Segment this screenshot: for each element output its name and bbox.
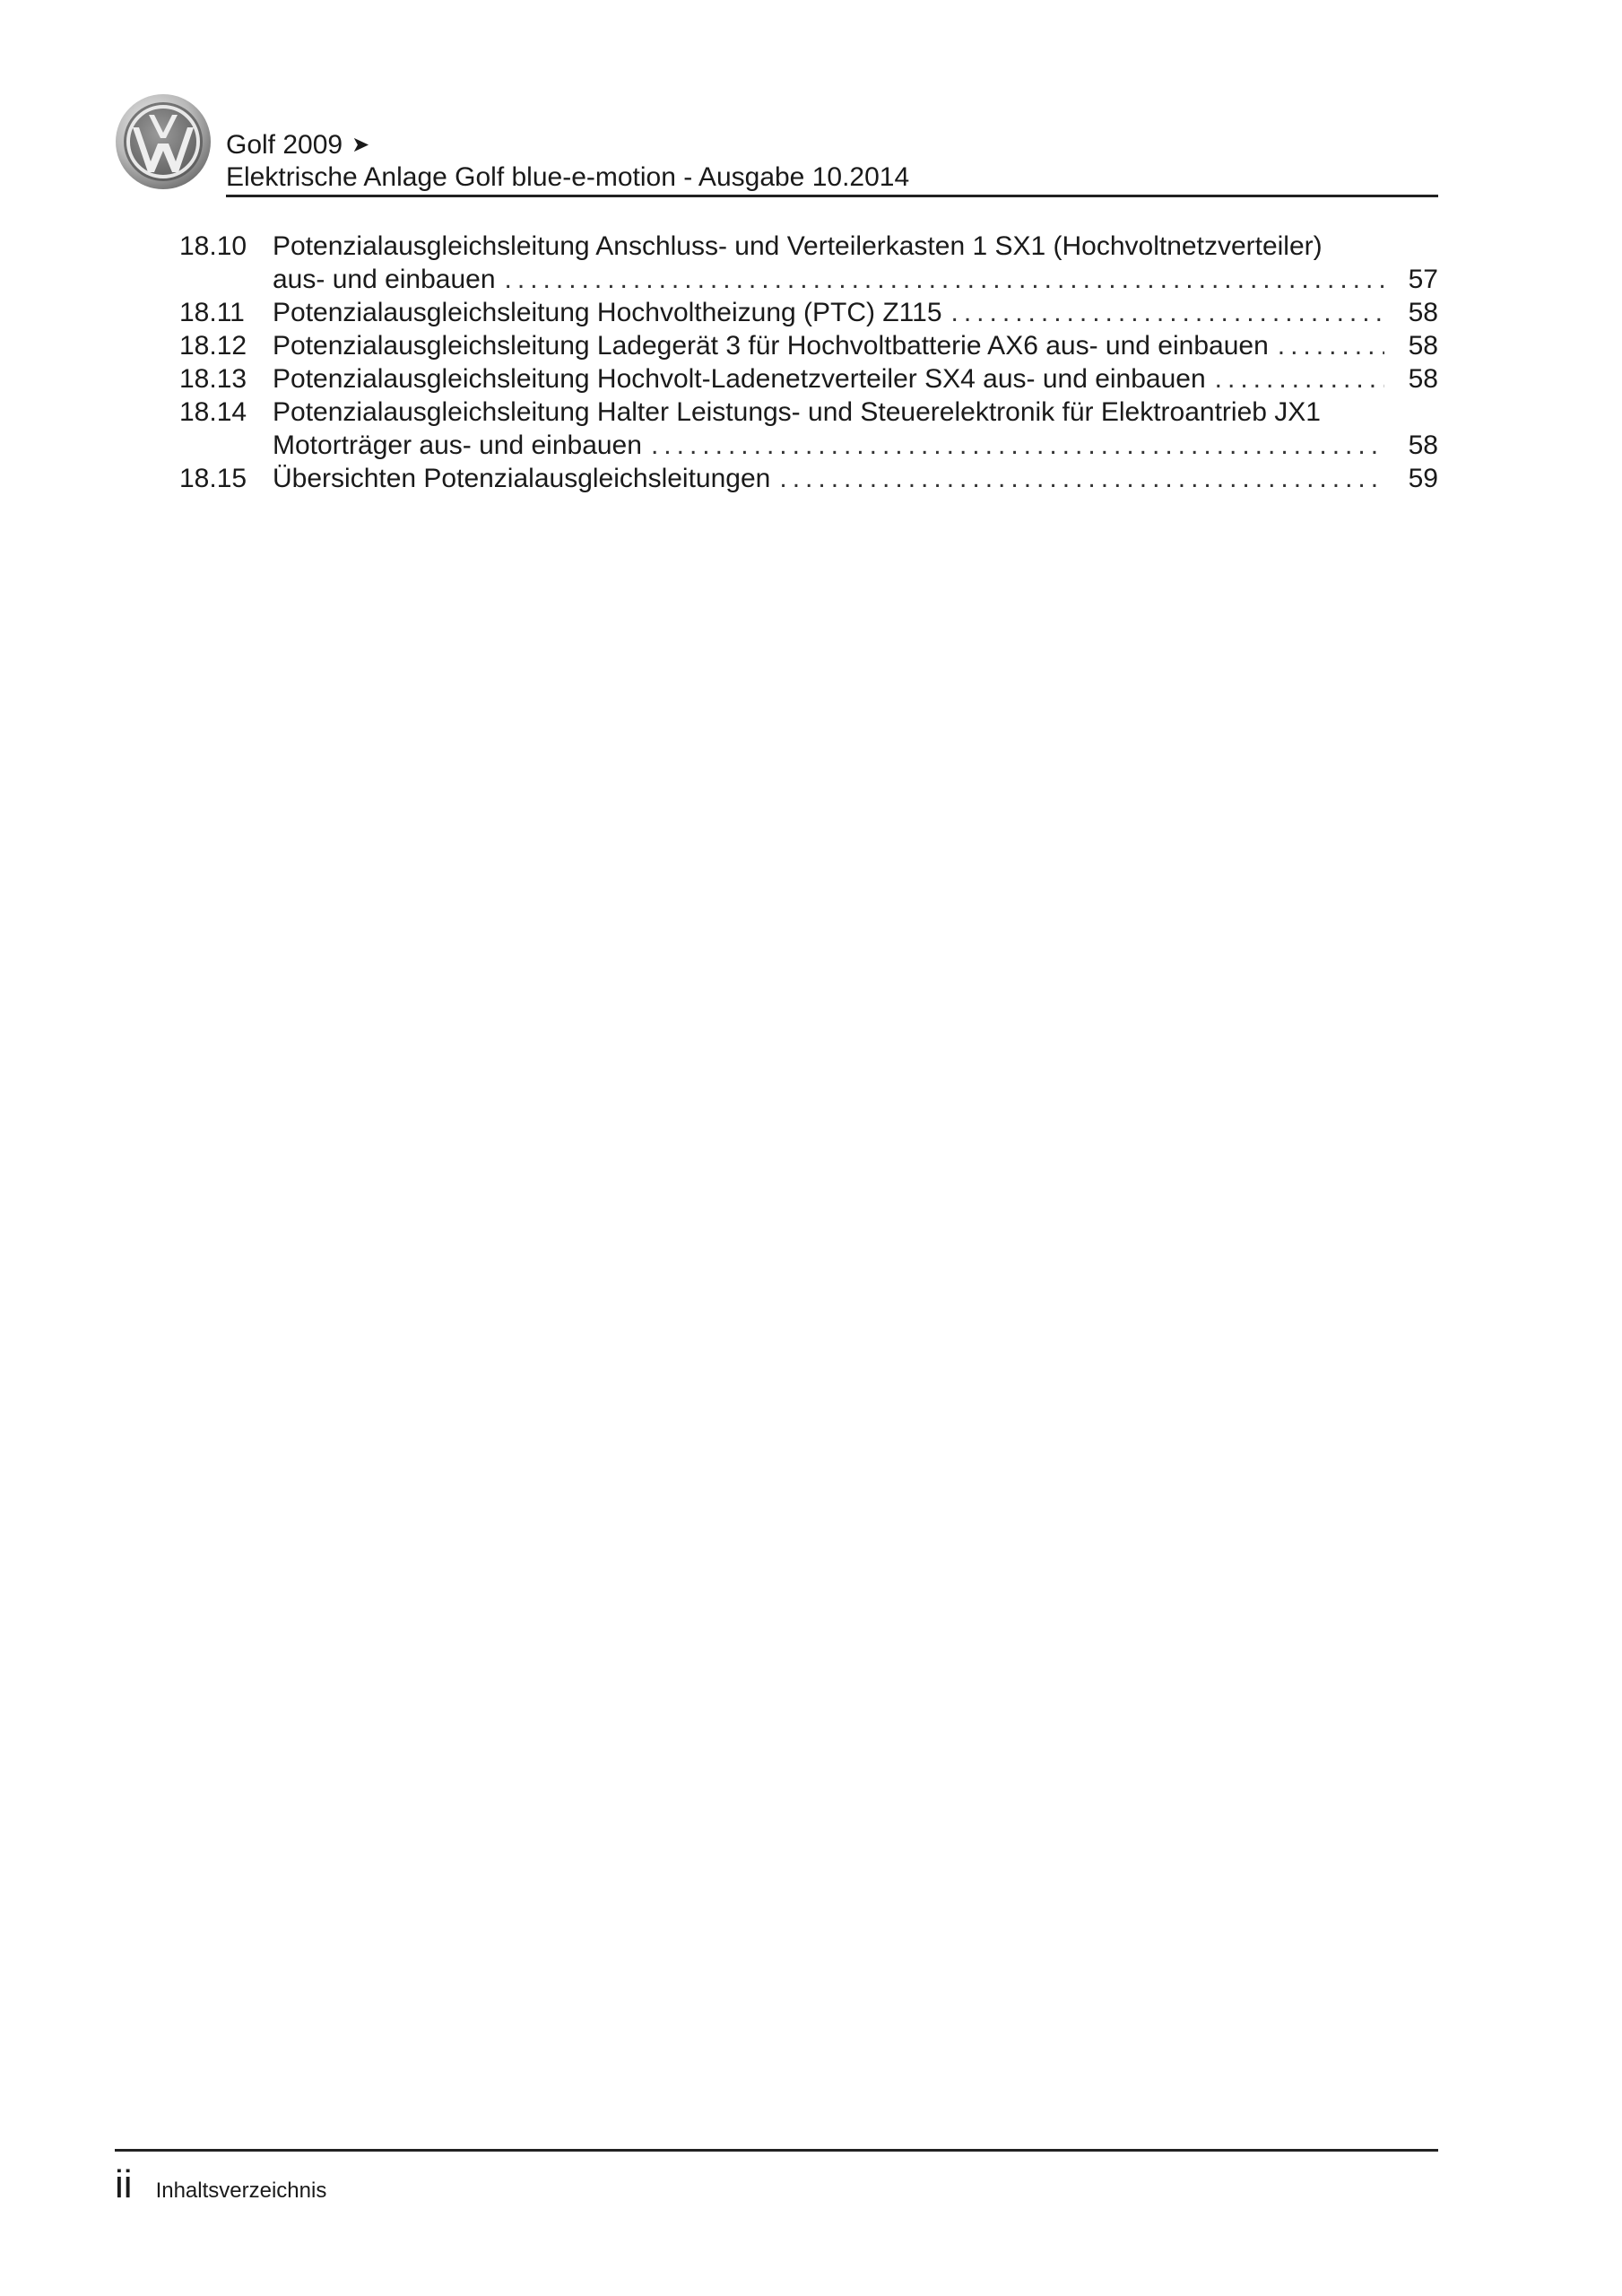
- vw-logo-icon: [115, 93, 212, 190]
- toc-entry-page: 58: [1408, 430, 1438, 460]
- toc-entry-number: 18.13: [179, 364, 247, 394]
- toc-entry-body: [273, 396, 1438, 462]
- toc-entry-number: 18.10: [179, 231, 247, 261]
- toc-entry-title: Potenzialausgleichsleitung Halter Leistungs- und Steuerelektronik für Elektroantrieb JX1: [273, 397, 1321, 427]
- page-header: [115, 93, 1438, 197]
- toc-entry-title: Übersichten Potenzialausgleichsleitungen: [273, 464, 771, 493]
- toc-entry-line: [273, 396, 1438, 429]
- toc-entry[interactable]: [179, 362, 1438, 396]
- toc-entry-line: [273, 462, 1438, 495]
- toc-entry-title: Potenzialausgleichsleitung Hochvolt-Ladenetzverteiler SX4 aus- und einbauen: [273, 364, 1206, 394]
- toc-entry[interactable]: [179, 396, 1438, 462]
- toc-entry-body: [273, 362, 1438, 396]
- toc-dot-leader: [779, 462, 1384, 495]
- toc-entry-line: [273, 429, 1438, 462]
- toc-entry-title: Motorträger aus- und einbauen: [273, 430, 642, 460]
- toc-entry[interactable]: [179, 462, 1438, 495]
- toc-entry-line: [273, 263, 1438, 296]
- toc-entry-title: aus- und einbauen: [273, 265, 496, 294]
- toc-entry-number: 18.11: [179, 298, 245, 327]
- toc-entry-number: 18.12: [179, 331, 247, 361]
- toc-entry-page: 59: [1408, 464, 1438, 493]
- toc-dot-leader: [505, 263, 1384, 296]
- toc-entry-body: [273, 296, 1438, 329]
- toc-dot-leader: [651, 429, 1384, 462]
- toc-entry-page: 58: [1408, 364, 1438, 394]
- toc-entry-line: [273, 296, 1438, 329]
- toc-entry-line: [273, 230, 1438, 263]
- toc-entry[interactable]: [179, 329, 1438, 362]
- footer-divider: [115, 2149, 1438, 2152]
- toc-dot-leader: [951, 296, 1384, 329]
- toc-dot-leader: [1215, 362, 1384, 396]
- toc-dot-leader: [1278, 329, 1384, 362]
- toc-entry-page: 58: [1408, 331, 1438, 361]
- toc-entry-number: 18.14: [179, 397, 247, 427]
- page-number: ii: [115, 2162, 133, 2206]
- header-subtitle: Elektrische Anlage Golf blue-e-motion - Ausgabe 10.2014: [226, 162, 910, 192]
- header-divider: [226, 195, 1438, 197]
- toc-entry-number: 18.15: [179, 464, 247, 493]
- toc-entry-title: Potenzialausgleichsleitung Anschluss- und Verteilerkasten 1 SX1 (Hochvoltnetzverteiler): [273, 231, 1323, 261]
- table-of-contents: [179, 230, 1438, 495]
- toc-entry-title: Potenzialausgleichsleitung Hochvoltheizung (PTC) Z115: [273, 298, 942, 327]
- page-footer: [115, 2163, 326, 2206]
- toc-entry-line: [273, 329, 1438, 362]
- toc-entry-title: Potenzialausgleichsleitung Ladegerät 3 für Hochvoltbatterie AX6 aus- und einbauen: [273, 331, 1269, 361]
- toc-entry-page: 58: [1408, 298, 1438, 327]
- header-text: [226, 129, 909, 194]
- toc-entry-body: [273, 230, 1438, 296]
- section-title: Inhaltsverzeichnis: [155, 2179, 327, 2203]
- toc-entry-page: 57: [1408, 265, 1438, 294]
- arrow-right-icon: ➤: [351, 133, 370, 157]
- header-model: Golf 2009: [226, 130, 343, 160]
- toc-entry[interactable]: [179, 230, 1438, 296]
- toc-entry-line: [273, 362, 1438, 396]
- toc-entry-body: [273, 462, 1438, 495]
- toc-entry-body: [273, 329, 1438, 362]
- toc-entry[interactable]: [179, 296, 1438, 329]
